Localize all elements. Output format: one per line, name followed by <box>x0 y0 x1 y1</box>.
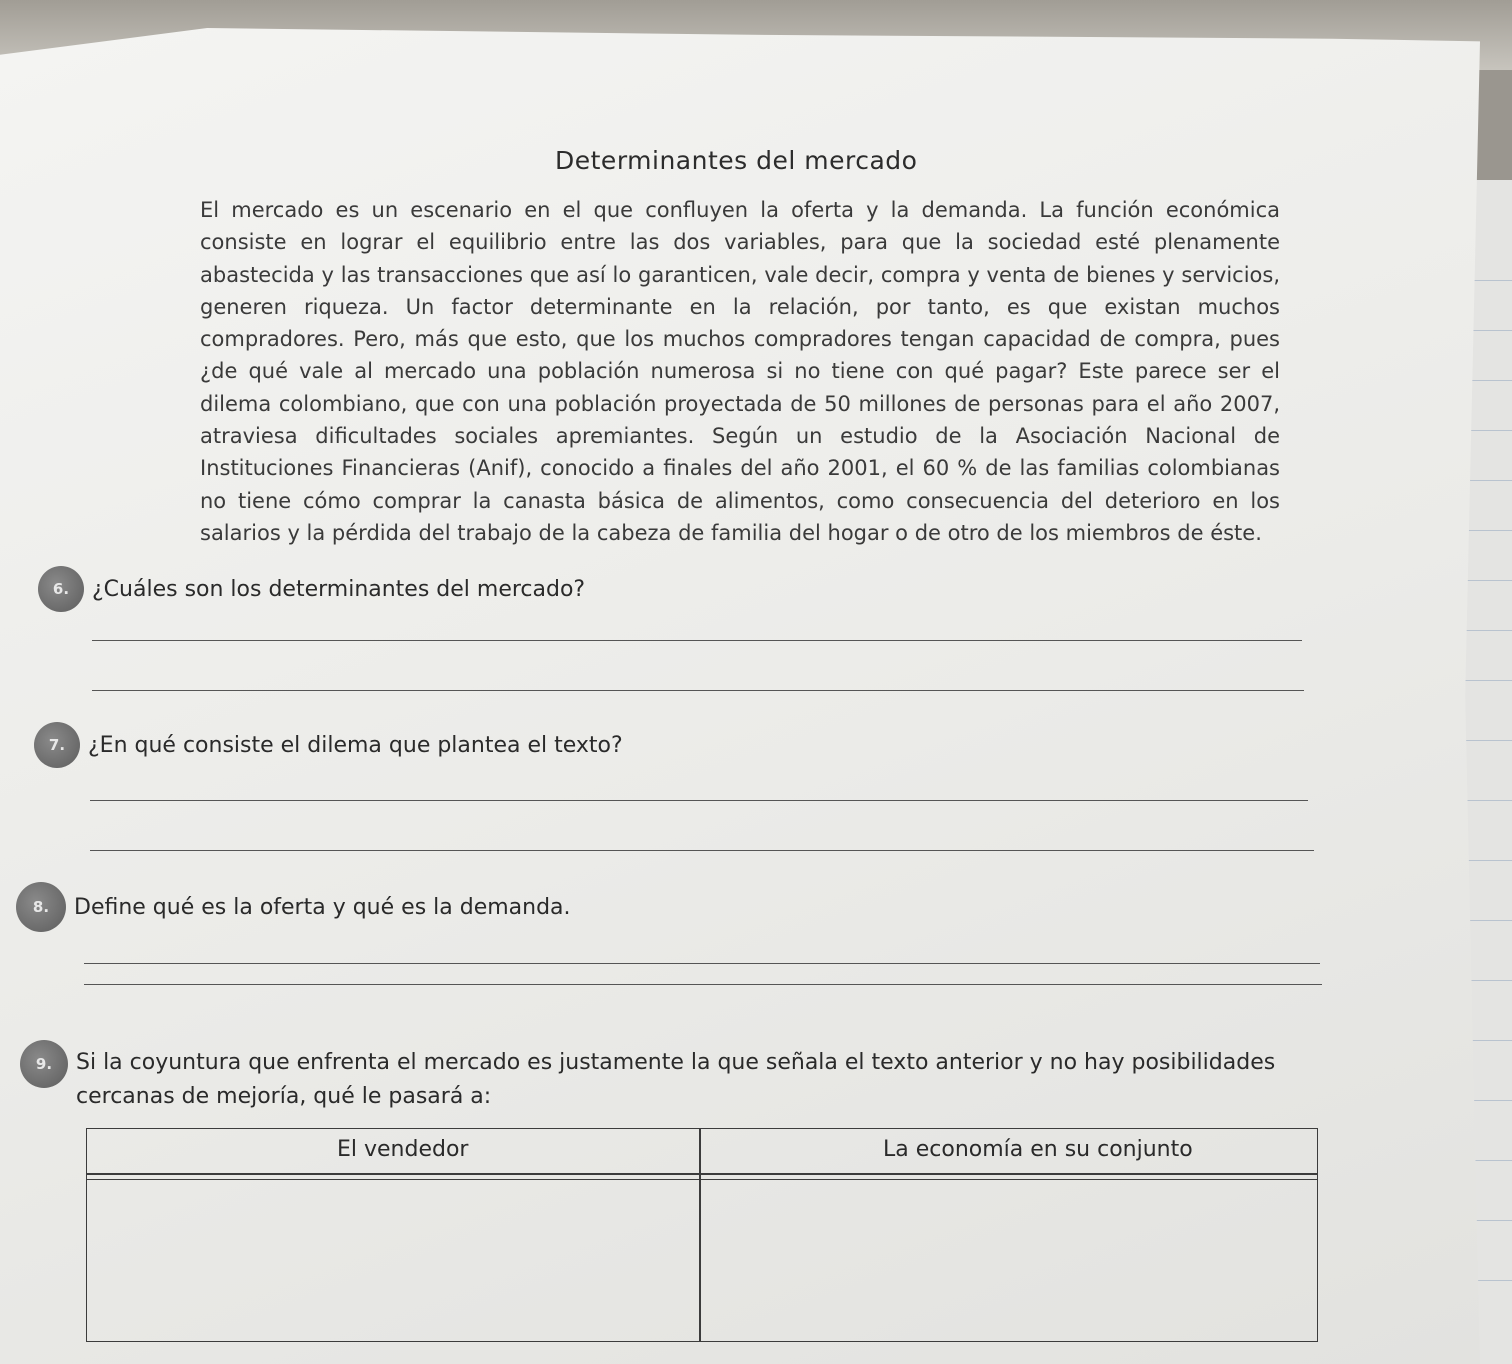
answer-line[interactable] <box>92 640 1302 641</box>
question-8 <box>16 882 571 932</box>
question-number-badge: 7. <box>34 722 80 768</box>
question-text: ¿Cuáles son los determinantes del mercado? <box>92 576 586 602</box>
table-header-vendedor: El vendedor <box>337 1137 469 1162</box>
answer-line[interactable] <box>84 984 1322 985</box>
question-number-badge: 8. <box>16 882 66 932</box>
table-header-economia: La economía en su conjunto <box>883 1137 1193 1162</box>
table-column-divider <box>699 1129 701 1341</box>
answer-table <box>86 1128 1318 1342</box>
question-6 <box>38 566 585 612</box>
question-text: Si la coyuntura que enfrenta el mercado es justamente la que señala el texto anterior y no hay posibilidades cercanas de mejoría, qué le pasará a: <box>76 1050 1276 1109</box>
table-cell-vendedor[interactable] <box>89 1181 695 1341</box>
question-number-badge: 6. <box>38 566 84 612</box>
answer-line[interactable] <box>90 850 1314 851</box>
question-text: Define qué es la oferta y qué es la demanda. <box>74 894 571 920</box>
question-text: ¿En qué consiste el dilema que plantea el texto? <box>88 732 623 758</box>
table-cell-economia[interactable] <box>703 1181 1315 1341</box>
question-number-badge: 9. <box>20 1040 68 1088</box>
page-title: Determinantes del mercado <box>555 146 918 175</box>
answer-line[interactable] <box>92 690 1304 691</box>
answer-line[interactable] <box>84 963 1320 964</box>
question-9 <box>20 1040 1276 1114</box>
reading-paragraph: El mercado es un escenario en el que confluyen la oferta y la demanda. La función económica consiste en lograr el equilibrio entre las dos variables, para que la sociedad esté plenamente abastecida y las transacciones que así lo garanticen, vale decir, compra y venta de bienes y servicios, generen riqueza. Un factor determinante en la relación, por tanto, es que existan muchos compradores. Pero, más que esto, que los muchos compradores tengan capacidad de compra, pues ¿de qué vale al mercado una población numerosa si no tiene con qué pagar? Este parece ser el dilema colombiano, que con una población proyectada de 50 millones de personas para el año 2007, atraviesa dificultades sociales apremiantes. Según un estudio de la Asociación Nacional de Instituciones Financieras (Anif), conocido a finales del año 2001, el 60 % de las familias colombianas no tiene cómo comprar la canasta básica de alimentos, como consecuencia del deterioro en los salarios y la pérdida del trabajo de la cabeza de familia del hogar o de otro de los miembros de éste. <box>200 198 1280 545</box>
answer-line[interactable] <box>90 800 1308 801</box>
question-7 <box>34 722 623 768</box>
